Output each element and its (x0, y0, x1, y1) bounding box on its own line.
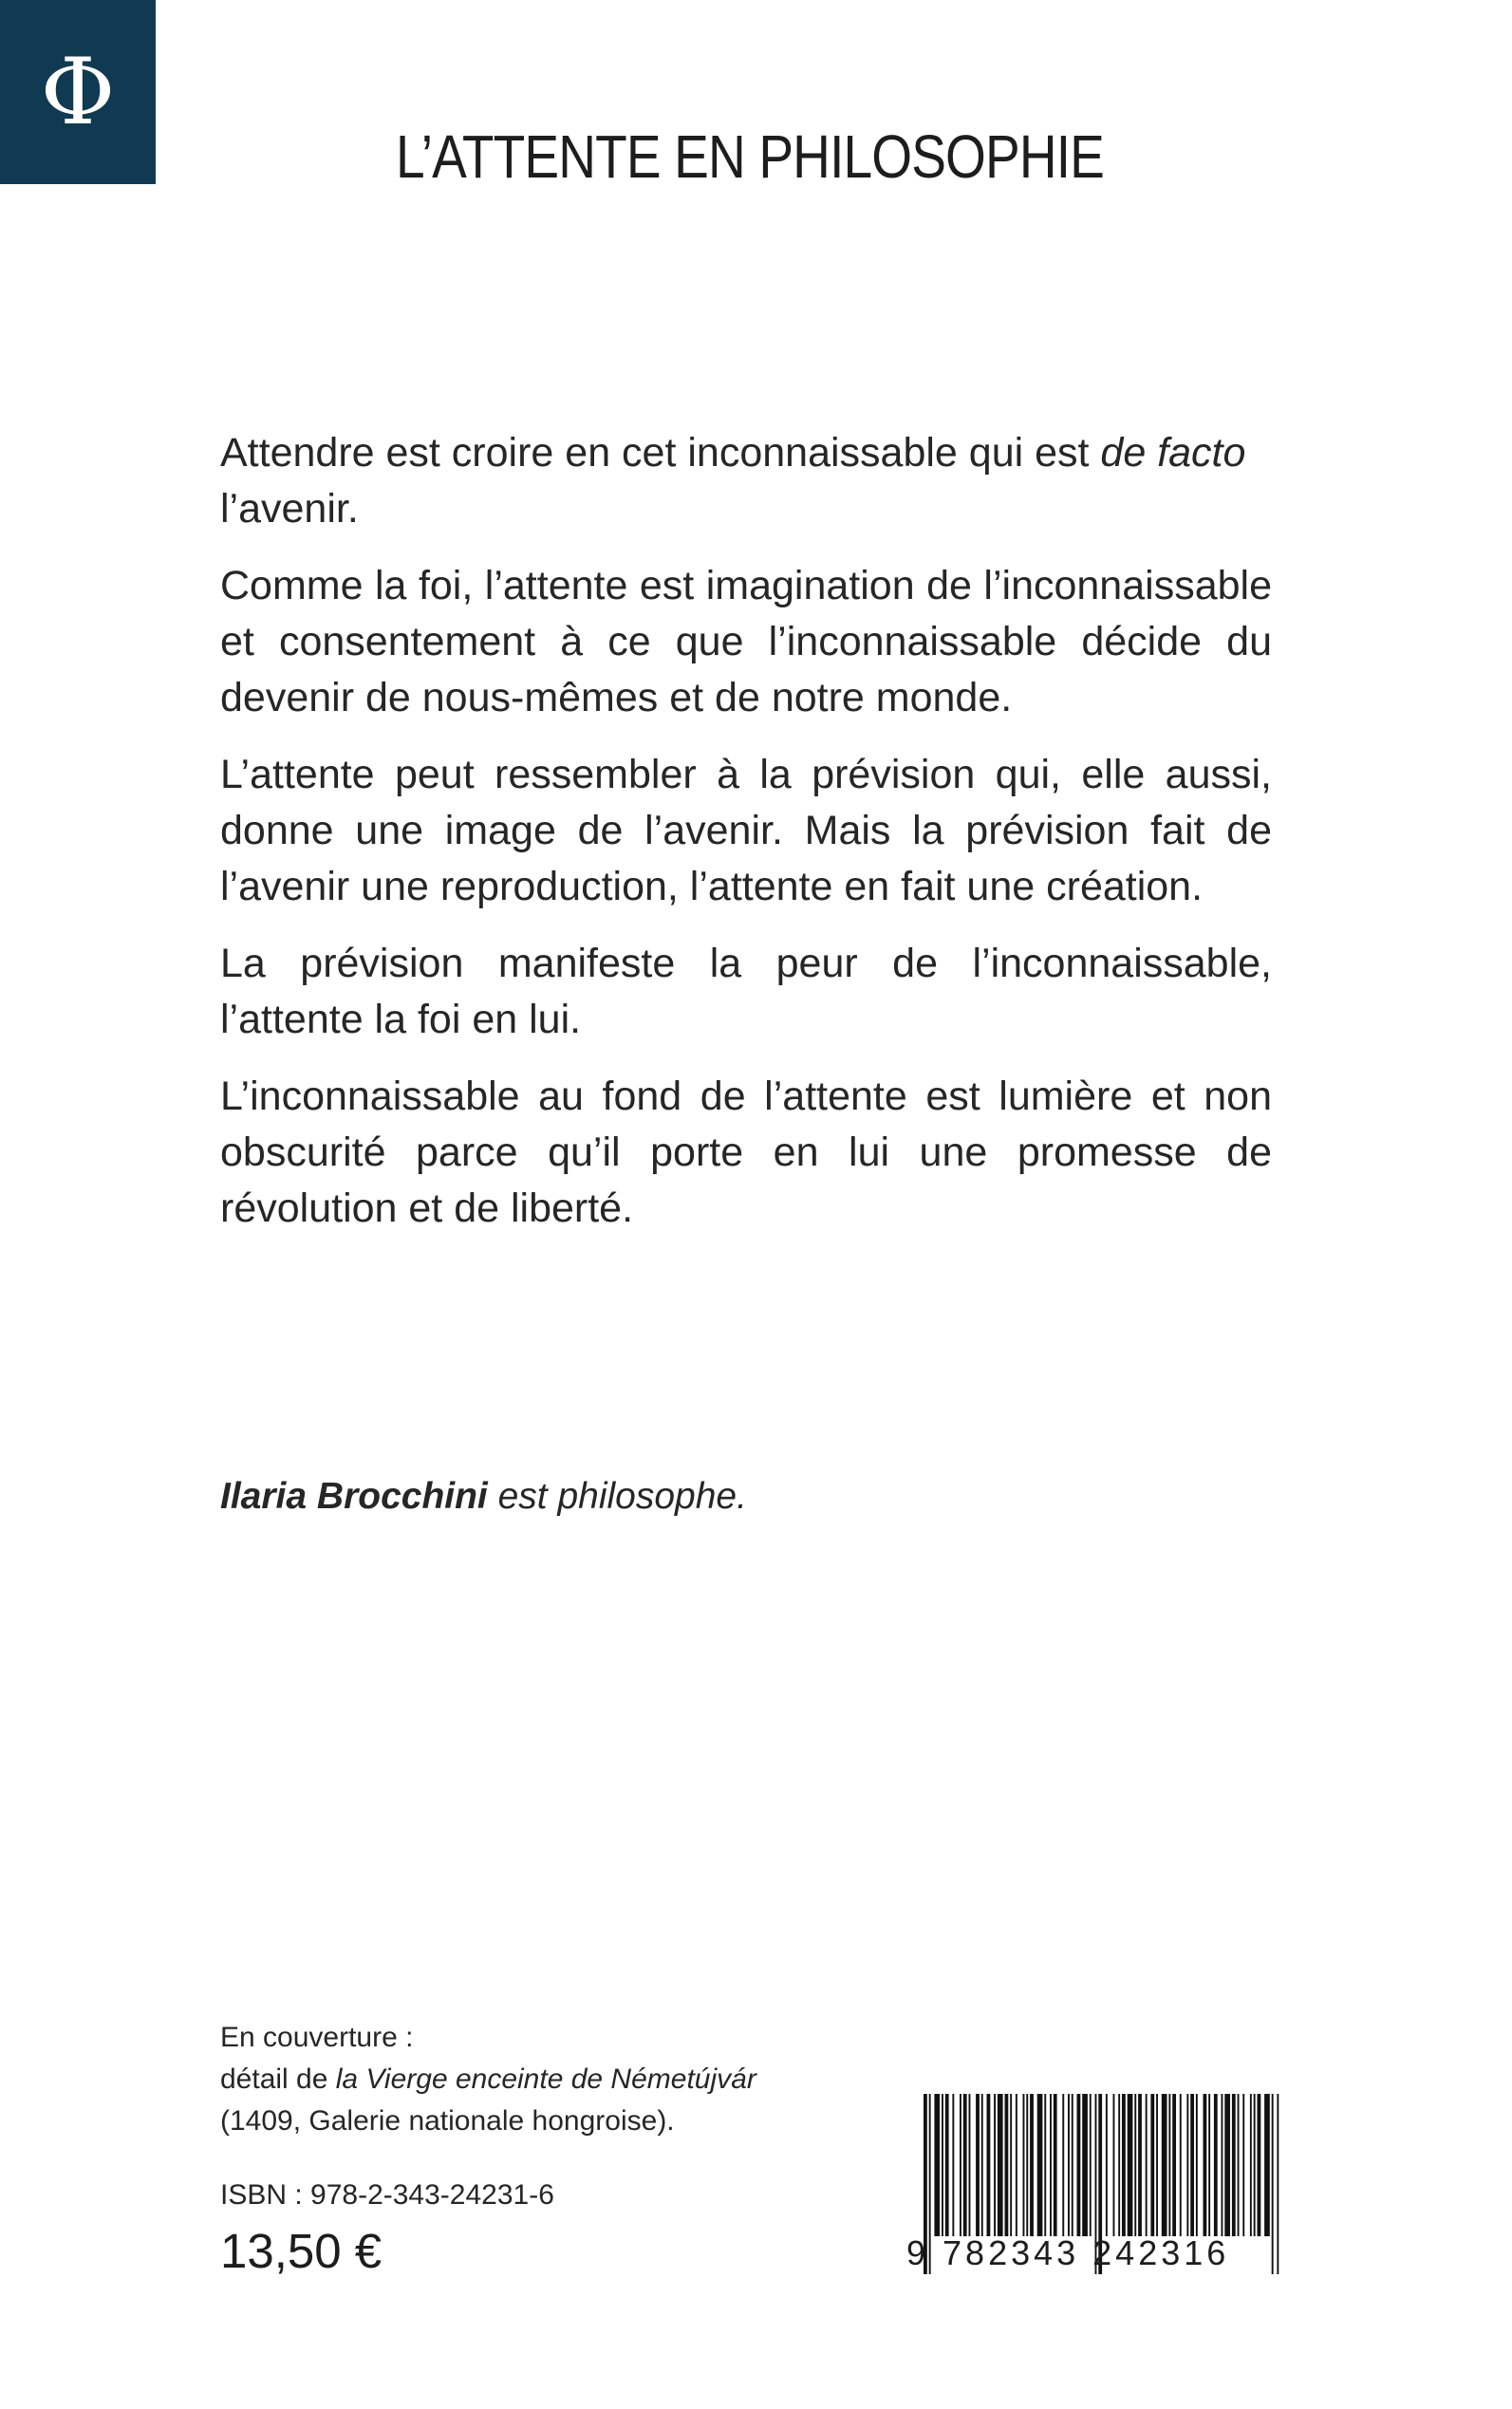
cover-credits (220, 2017, 756, 2142)
barcode-bar (1016, 2094, 1017, 2236)
blurb-paragraph-4: La prévision manifeste la peur de l’inconnaissable, l’attente la foi en lui. (220, 941, 1272, 1042)
phi-icon: Φ (40, 39, 116, 145)
barcode-bar (998, 2094, 1003, 2236)
barcode-bar (1156, 2094, 1158, 2236)
author-bio (220, 1476, 747, 1518)
barcode-bar (1264, 2094, 1270, 2236)
blurb-p1-tail: l’avenir. (220, 486, 359, 532)
barcode-bar (952, 2094, 954, 2236)
barcode-bar (1172, 2094, 1176, 2236)
barcode-bar (1026, 2094, 1028, 2236)
barcode-bar (1010, 2094, 1012, 2236)
barcode-bar (1250, 2094, 1252, 2236)
blurb-p1-text: Attendre est croire en cet inconnaissable qui est (220, 430, 1101, 476)
barcode-bar (1077, 2094, 1081, 2236)
author-name: Ilaria Brocchini (220, 1476, 488, 1517)
barcode-bar (1134, 2094, 1136, 2236)
barcode-bar (1186, 2094, 1188, 2236)
barcode-bar (1224, 2094, 1230, 2236)
barcode-bar (934, 2094, 940, 2236)
barcode-bar (1023, 2094, 1025, 2236)
barcode-bar (1180, 2094, 1182, 2236)
barcode-bar (1190, 2094, 1194, 2236)
barcode-bar (1208, 2094, 1210, 2236)
barcode-bar (1258, 2094, 1261, 2236)
barcode-bar (1050, 2094, 1052, 2236)
back-cover-blurb (220, 425, 1272, 1258)
barcode-bar (1106, 2094, 1108, 2236)
barcode-bar (1072, 2094, 1073, 2236)
barcode-bar (1222, 2094, 1223, 2236)
credits-line-1: En couverture : (220, 2022, 414, 2053)
barcode-bar (1232, 2094, 1236, 2236)
barcode-bar (1238, 2094, 1240, 2236)
barcode-bar (1054, 2094, 1057, 2236)
barcode-bar (1204, 2094, 1207, 2236)
barcode-bar (960, 2094, 961, 2236)
credits-line-2 (220, 2059, 756, 2101)
barcode-bar (969, 2094, 971, 2236)
price: 13,50 € (220, 2224, 383, 2278)
blurb-paragraph-1 (220, 425, 1272, 537)
barcode-bar (1146, 2094, 1148, 2236)
barcode-bar (1062, 2094, 1064, 2236)
barcode-bar (1138, 2094, 1142, 2236)
blurb-paragraph-5: L’inconnaissable au fond de l’attente est lumière et non obscurité parce qu’il porte en lui une promesse de révolution et de liberté. (220, 1074, 1272, 1231)
barcode-bar (963, 2094, 967, 2236)
barcode-bar (981, 2094, 983, 2236)
barcode-bar (1128, 2094, 1133, 2236)
barcode-bar (1254, 2094, 1256, 2236)
barcode-bar (1044, 2094, 1046, 2236)
barcode-bar (942, 2094, 943, 2236)
blurb-paragraph-3: L’attente peut ressembler à la prévision qui, elle aussi, donne une image de l’avenir. Mais la prévision fait de l’avenir une reproduction, l’attente en fait une création. (220, 752, 1272, 909)
barcode-bar (1090, 2094, 1092, 2236)
barcode-bar (1162, 2094, 1167, 2236)
barcode-bar (1113, 2094, 1115, 2236)
book-title: L’ATTENTE EN PHILOSOPHIE (396, 122, 1105, 191)
barcode-bar (1242, 2094, 1244, 2236)
barcode-bar (976, 2094, 980, 2236)
blurb-paragraph-2: Comme la foi, l’attente est imagination de l’inconnaissable et consentement à ce que l’inconnaissable décide du devenir de nous-mêmes et de notre monde. (220, 563, 1272, 720)
credits-line-3: (1409, Galerie nationale hongroise). (220, 2105, 675, 2137)
isbn-number: ISBN : 978-2-343-24231-6 (220, 2179, 554, 2211)
barcode-bar (1214, 2094, 1218, 2236)
barcode-bar (1030, 2094, 1034, 2236)
barcode-bar (945, 2094, 949, 2236)
credits-prefix: détail de (220, 2064, 336, 2095)
blurb-p1-italic: de facto (1100, 430, 1246, 476)
author-description: est philosophe. (487, 1476, 747, 1517)
barcode-bar (1196, 2094, 1198, 2236)
barcode-bar (1068, 2094, 1070, 2236)
publisher-logo (0, 0, 156, 184)
barcode-bar (1037, 2094, 1043, 2236)
credits-artwork-title: la Vierge enceinte de Németújvár (335, 2064, 756, 2095)
barcode-digits: 9 782343 242316 (906, 2233, 1230, 2272)
barcode-bar (1005, 2094, 1009, 2236)
barcode-bar (1118, 2094, 1120, 2236)
barcode-bar (987, 2094, 991, 2236)
barcode-bar (994, 2094, 996, 2236)
barcode-bar (1168, 2094, 1170, 2236)
barcode-bar (1150, 2094, 1154, 2236)
barcode-bar (1082, 2094, 1088, 2236)
barcode-bar (1122, 2094, 1126, 2236)
